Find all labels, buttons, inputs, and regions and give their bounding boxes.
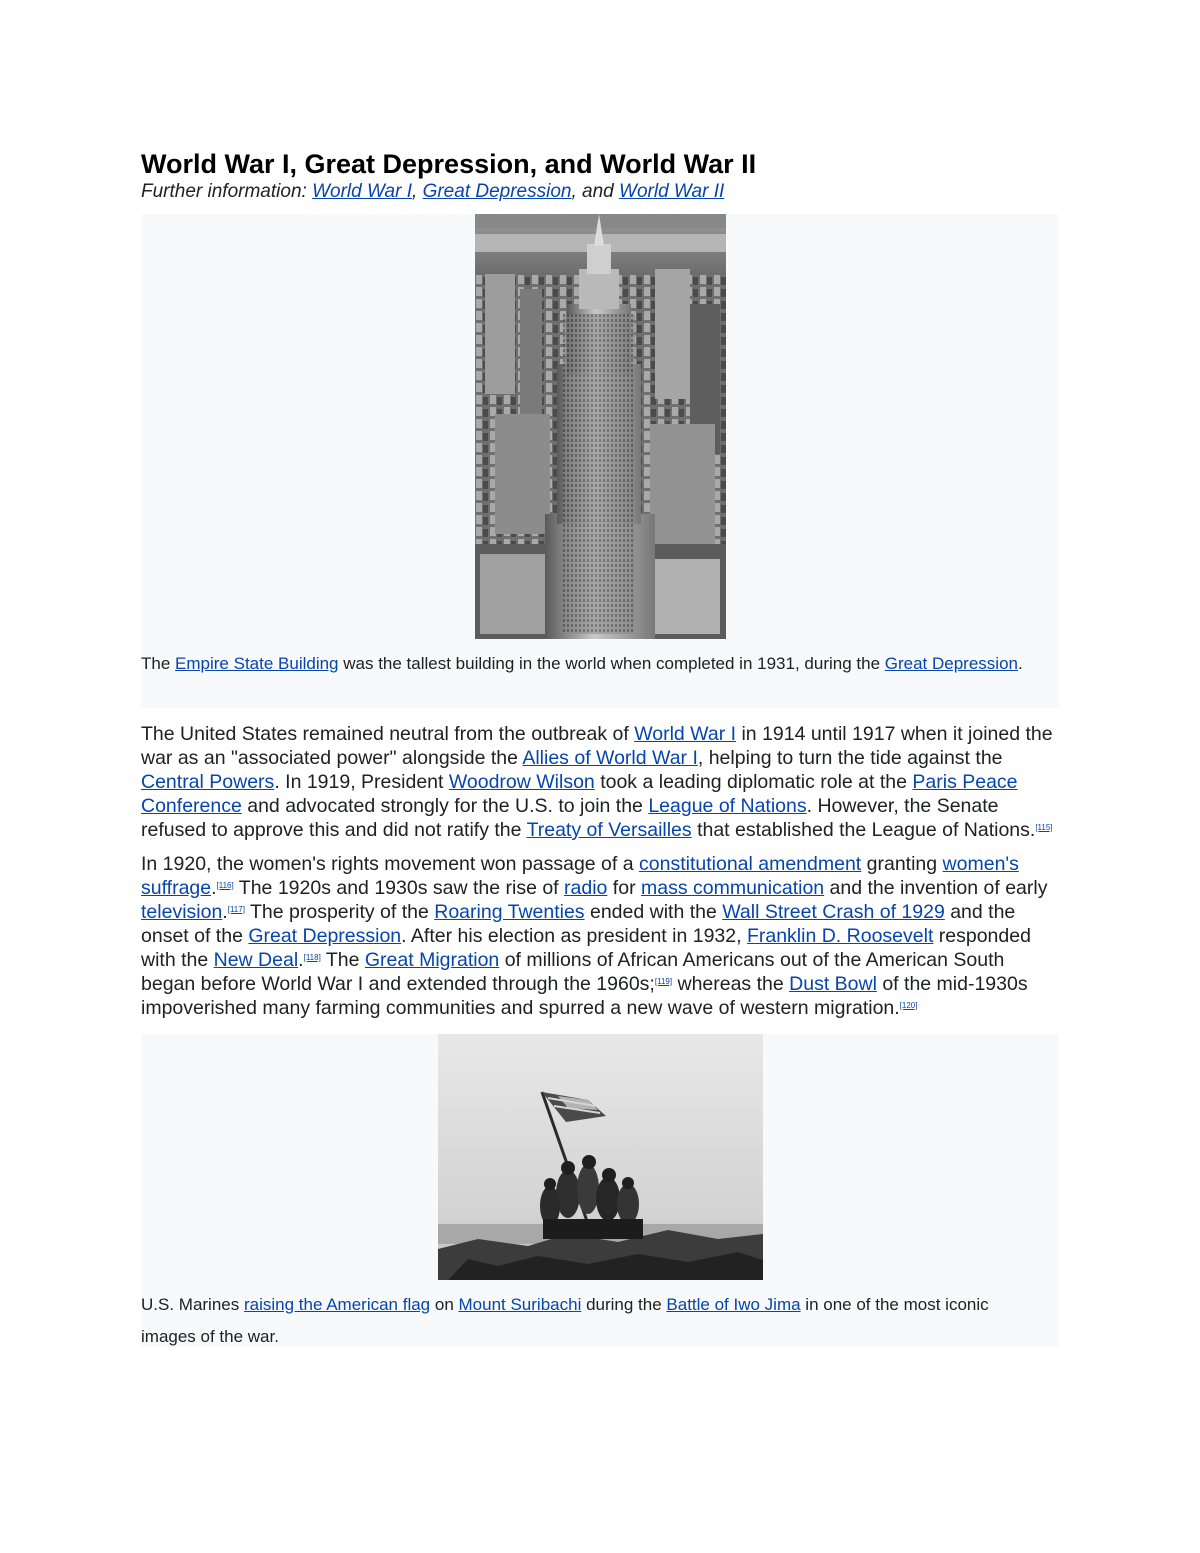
text: of millions of African Americans out of the American South began before World War I and extended through the 1960s; (141, 949, 1005, 995)
link-allies-of-world-war-i[interactable]: Allies of World War I (522, 747, 698, 769)
text: . However, the Senate refused to approve this and did not ratify the (141, 795, 999, 841)
text: took a leading diplomatic role at the (594, 771, 913, 793)
text: in 1914 until 1917 when it joined the war as an "associated power" alongside the (141, 723, 1053, 769)
link-wall-street-crash[interactable]: Wall Street Crash of 1929 (722, 901, 945, 923)
link-empire-state-building[interactable]: Empire State Building (175, 654, 339, 673)
text: . After his election as president in 1932, (401, 925, 747, 947)
text: The (320, 949, 365, 971)
link-great-depression-body[interactable]: Great Depression (248, 925, 402, 947)
text: . (222, 901, 228, 923)
reference-117[interactable]: [117] (227, 905, 245, 914)
link-great-migration[interactable]: Great Migration (364, 949, 500, 971)
caption-text: . (1017, 654, 1023, 673)
link-constitutional-amendment[interactable]: constitutional amendment (639, 853, 862, 875)
caption-text: The (141, 654, 176, 673)
link-television[interactable]: television (141, 901, 223, 923)
link-mount-suribachi[interactable]: Mount Suribachi (458, 1295, 582, 1314)
separator: , (412, 181, 423, 202)
paragraph-world-war-i (141, 722, 1059, 842)
text: granting (861, 853, 943, 875)
link-great-depression-caption[interactable]: Great Depression (884, 654, 1018, 673)
iwo-jima-flag-raising-photo[interactable] (438, 1034, 763, 1280)
text: The prosperity of the (244, 901, 435, 923)
text: The United States remained neutral from the outbreak of (141, 723, 635, 745)
reference-116[interactable]: [116] (216, 881, 234, 890)
link-franklin-roosevelt[interactable]: Franklin D. Roosevelt (746, 925, 934, 947)
text: responded with the (141, 925, 1031, 971)
link-world-war-i-body[interactable]: World War I (634, 723, 737, 745)
reference-119[interactable]: [119] (654, 977, 673, 986)
link-world-war-i[interactable]: World War I (312, 181, 413, 202)
link-dust-bowl[interactable]: Dust Bowl (789, 973, 877, 995)
caption-text: was the tallest building in the world when completed in 1931, during the (338, 654, 885, 673)
text: that established the League of Nations. (691, 819, 1036, 841)
caption-text: U.S. Marines (141, 1295, 244, 1314)
reference-115[interactable]: [115] (1035, 823, 1053, 832)
further-information-note (141, 180, 1059, 204)
text: and the invention of early (824, 877, 1048, 899)
link-new-deal[interactable]: New Deal (213, 949, 299, 971)
link-world-war-ii[interactable]: World War II (619, 181, 725, 202)
caption-text: in one of the most iconic images of the war. (141, 1295, 989, 1346)
caption-text: on (430, 1295, 459, 1314)
link-league-of-nations[interactable]: League of Nations (648, 795, 807, 817)
text: ended with the (584, 901, 723, 923)
paragraph-interwar (141, 852, 1059, 1020)
section-heading: World War I, Great Depression, and World War II (141, 149, 757, 179)
link-paris-peace-conference[interactable]: Paris Peace Conference (141, 771, 1018, 817)
reference-120[interactable]: [120] (899, 1001, 918, 1010)
link-mass-communication[interactable]: mass communication (640, 877, 825, 899)
separator: , and (571, 181, 620, 202)
text: whereas the (672, 973, 790, 995)
reference-118[interactable]: [118] (303, 953, 321, 962)
text: and advocated strongly for the U.S. to join the (241, 795, 649, 817)
caption-text: during the (581, 1295, 667, 1314)
text: The 1920s and 1930s saw the rise of (233, 877, 565, 899)
link-treaty-of-versailles[interactable]: Treaty of Versailles (526, 819, 692, 841)
link-roaring-twenties[interactable]: Roaring Twenties (434, 901, 585, 923)
article-section (141, 146, 1059, 1347)
link-great-depression[interactable]: Great Depression (422, 181, 572, 202)
link-battle-of-iwo-jima[interactable]: Battle of Iwo Jima (666, 1295, 801, 1314)
empire-state-building-photo[interactable] (475, 214, 726, 639)
text: and the onset of the (141, 901, 1016, 947)
link-radio[interactable]: radio (564, 877, 608, 899)
text: In 1920, the women's rights movement won passage of a (141, 853, 640, 875)
figure-empire-state-building (141, 214, 1059, 708)
text: for (607, 877, 641, 899)
further-info-prefix: Further information: (141, 181, 313, 202)
link-woodrow-wilson[interactable]: Woodrow Wilson (448, 771, 595, 793)
link-central-powers[interactable]: Central Powers (141, 771, 275, 793)
text: of the mid-1930s impoverished many farming communities and spurred a new wave of western migration. (141, 973, 1028, 1019)
text: , helping to turn the tide against the (697, 747, 1003, 769)
link-womens-suffrage[interactable]: women's suffrage (141, 853, 1019, 899)
text: . (298, 949, 304, 971)
figure-caption (141, 648, 1041, 680)
text: . In 1919, President (274, 771, 449, 793)
text: . (211, 877, 217, 899)
link-raising-the-flag[interactable]: raising the American flag (243, 1295, 431, 1314)
figure-caption (141, 1289, 1041, 1353)
figure-iwo-jima (141, 1034, 1059, 1347)
